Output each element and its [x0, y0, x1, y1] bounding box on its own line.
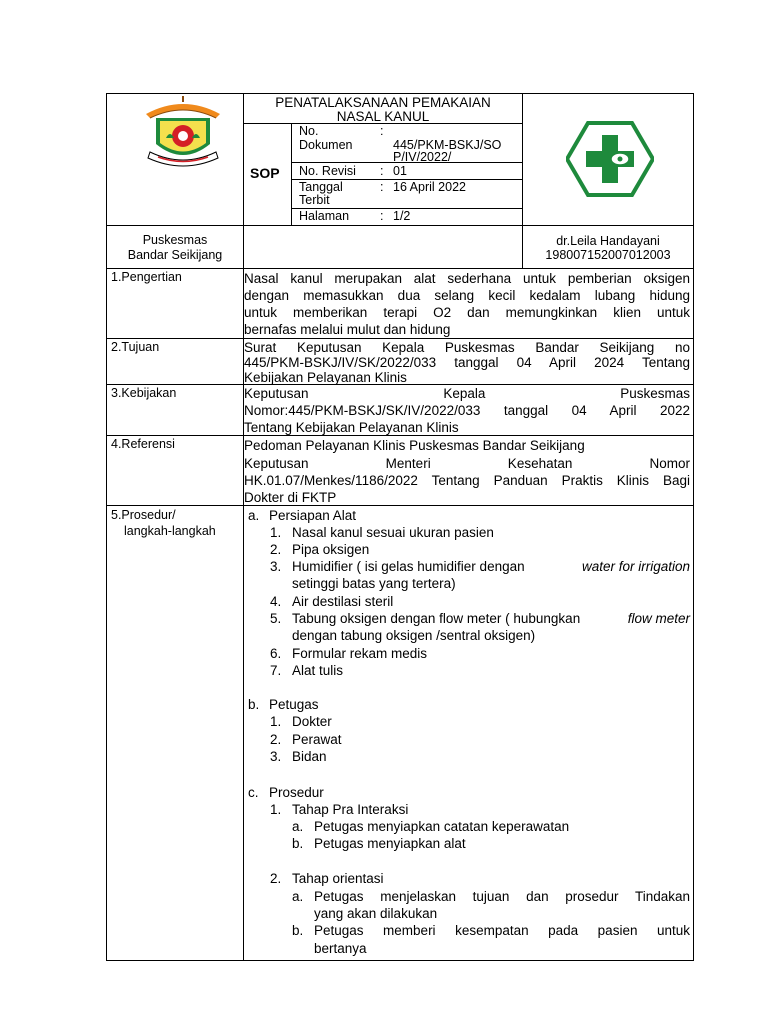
referensi-line: Pedoman Pelayanan Klinis Puskesmas Bandar Seikijang	[244, 438, 585, 453]
pengertian-line: Nasal kanul merupakan alat sederhana untuk pemberian oksigen	[244, 271, 690, 286]
tahap-number: 1.	[270, 802, 282, 817]
alat-number: 1.	[270, 525, 282, 540]
halaman-label: Halaman	[299, 209, 350, 223]
tahap-item-continuation: bertanya	[314, 941, 367, 956]
sop-label: SOP	[250, 165, 280, 181]
alat-item-italic: flow meter	[627, 611, 690, 626]
tahap-item-continuation: yang akan dilakukan	[314, 906, 438, 921]
document-title-line2: NASAL KANUL	[336, 109, 430, 124]
referensi-line: HK.01.07/Menkes/1186/2022 Tentang Panduan Praktis Klinis Bagi	[244, 473, 690, 488]
section-label-prosedur-1: 5.Prosedur/	[111, 508, 176, 522]
section-label-prosedur-2: langkah-langkah	[124, 524, 216, 538]
document-title-line1: PENATALAKSANAAN PEMAKAIAN	[275, 95, 491, 110]
alat-item-continuation: setinggi batas yang tertera)	[292, 576, 456, 591]
subsection-marker-b: b.	[248, 697, 260, 712]
halaman-value: 1/2	[393, 209, 411, 223]
petugas-number: 3.	[270, 749, 282, 764]
kebijakan-line: Nomor:445/PKM-BSKJ/SK/IV/2022/033 tanggal 04 April 2022	[244, 403, 690, 418]
org-name-line1: Puskesmas	[142, 233, 208, 247]
alat-number: 2.	[270, 542, 282, 557]
alat-item: Air destilasi steril	[292, 594, 394, 609]
referensi-line: Dokter di FKTP	[244, 490, 337, 505]
alat-number: 3.	[270, 559, 282, 574]
no-revisi-label: No. Revisi	[299, 164, 356, 178]
petugas-item: Dokter	[292, 714, 332, 729]
alat-item-text: Humidifier ( isi gelas humidifier dengan	[292, 559, 529, 574]
subsection-title-petugas: Petugas	[269, 697, 319, 712]
pengertian-line: untuk memberikan terapi O2 dan memungkinkan klien untuk	[244, 305, 690, 320]
halaman-colon: :	[380, 209, 384, 223]
tahap-item: Petugas menyiapkan catatan keperawatan	[314, 819, 570, 834]
tahap-item-marker: b.	[292, 836, 304, 851]
kebijakan-line: Keputusan Kepala Puskesmas	[244, 386, 690, 401]
tanggal-label-1: Tanggal	[299, 180, 343, 194]
tahap-title-orientasi: Tahap orientasi	[292, 871, 384, 886]
no-revisi-value: 01	[393, 164, 407, 178]
alat-item-humidifier	[292, 558, 690, 575]
puskesmas-logo	[566, 121, 654, 197]
tanggal-label-2: Terbit	[299, 193, 330, 207]
section-label-tujuan: 2.Tujuan	[111, 340, 160, 354]
no-dokumen-colon: :	[380, 124, 384, 138]
no-dokumen-label-2: Dokumen	[299, 138, 353, 152]
no-dokumen-label-1: No.	[299, 124, 319, 138]
signatory-name: dr.Leila Handayani	[556, 234, 660, 248]
section-label-pengertian: 1.Pengertian	[111, 270, 182, 284]
subsection-title-persiapan-alat: Persiapan Alat	[269, 508, 357, 523]
pengertian-line: dengan memasukkan dua selang kecil kedalam lubang hidung	[244, 288, 690, 303]
alat-item-continuation: dengan tabung oksigen /sentral oksigen)	[292, 628, 536, 643]
section-label-referensi: 4.Referensi	[111, 437, 175, 451]
regional-government-logo	[138, 94, 228, 172]
tahap-title-pra-interaksi: Tahap Pra Interaksi	[292, 802, 409, 817]
alat-number: 4.	[270, 594, 282, 609]
referensi-line: Keputusan Menteri Kesehatan Nomor	[244, 456, 690, 471]
petugas-number: 2.	[270, 732, 282, 747]
tahap-item: Petugas memberi kesempatan pada pasien untuk	[314, 923, 690, 938]
tahap-item-marker: a.	[292, 819, 304, 834]
subsection-title-prosedur: Prosedur	[269, 785, 324, 800]
no-dokumen-value-1: 445/PKM-BSKJ/SO	[393, 138, 502, 152]
tahap-item-marker: b.	[292, 923, 304, 938]
no-dokumen-value-2: P/IV/2022/	[393, 150, 452, 164]
tujuan-line: Surat Keputusan Kepala Puskesmas Bandar Seikijang no	[244, 340, 690, 355]
subsection-marker-a: a.	[248, 508, 260, 523]
tujuan-line: Kebijakan Pelayanan Klinis	[244, 370, 407, 385]
petugas-item: Perawat	[292, 732, 342, 747]
alat-item: Formular rekam medis	[292, 646, 428, 661]
alat-item: Alat tulis	[292, 663, 344, 678]
tahap-item-marker: a.	[292, 889, 304, 904]
alat-number: 7.	[270, 663, 282, 678]
pengertian-line: bernafas melalui mulut dan hidung	[244, 322, 451, 337]
subsection-marker-c: c.	[248, 785, 259, 800]
alat-number: 6.	[270, 646, 282, 661]
no-revisi-colon: :	[380, 164, 384, 178]
tanggal-colon: :	[380, 180, 384, 194]
tanggal-value: 16 April 2022	[393, 180, 466, 194]
kebijakan-line: Tentang Kebijakan Pelayanan Klinis	[244, 420, 459, 435]
alat-number: 5.	[270, 611, 282, 626]
org-name-line2: Bandar Seikijang	[127, 248, 223, 262]
tujuan-line: 445/PKM-BSKJ/IV/SK/2022/033 tanggal 04 April 2024 Tentang	[244, 355, 690, 370]
alat-item-italic: water for irrigation	[581, 559, 690, 574]
alat-item-tabung	[292, 610, 690, 627]
tahap-item: Petugas menyiapkan alat	[314, 836, 466, 851]
tahap-item: Petugas menjelaskan tujuan dan prosedur Tindakan	[314, 889, 690, 904]
section-label-kebijakan: 3.Kebijakan	[111, 386, 177, 400]
tahap-number: 2.	[270, 871, 282, 886]
petugas-item: Bidan	[292, 749, 327, 764]
petugas-number: 1.	[270, 714, 282, 729]
alat-item: Pipa oksigen	[292, 542, 370, 557]
alat-item-text: Tabung oksigen dengan flow meter ( hubungkan	[292, 611, 584, 626]
alat-item: Nasal kanul sesuai ukuran pasien	[292, 525, 494, 540]
signatory-nip: 198007152007012003	[545, 248, 671, 262]
